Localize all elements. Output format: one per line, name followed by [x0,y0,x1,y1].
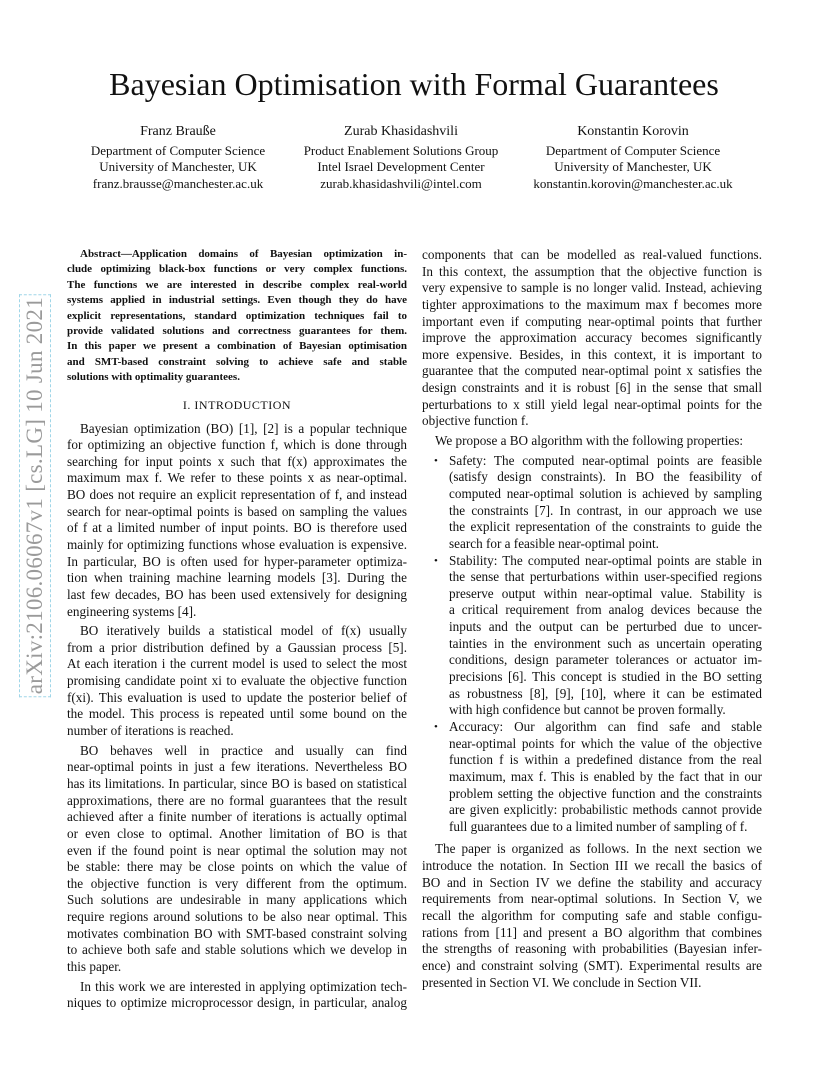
list-item [422,553,762,719]
text-line: require regions around solutions to be also near optimal. This [67,909,407,925]
list-item [422,453,762,553]
author-affiliation: Department of Computer Science [90,142,266,158]
text-line: approximations, there are no formal guarantees that the result [67,792,407,808]
text-line: more expensive. Besides, in this context, it is important to [422,346,762,362]
text-line: important even if computing near-optimal points that further [422,313,762,329]
abstract-line: clude optimizing black-box functions or very complex functions. [67,263,407,276]
text-line: tighter approximations to the maximum max f becomes more [422,296,762,312]
text-line: guarantee that the computed near-optimal point x satisfies the [422,363,762,379]
text-line: search for near-optimal points is based on sampling the values [67,503,407,519]
text-line: number of iterations is reached. [67,723,234,739]
text-line: In this work we are interested in applying optimization tech- [80,978,407,994]
text-line: the model. This process is repeated until some bound on the [67,706,407,722]
text-line: Accuracy: Our algorithm can find safe and stable [449,718,762,734]
text-line: tion when training machine learning models [3]. During the [67,570,407,586]
paragraph [67,743,407,976]
abstract-line: Abstract—Application domains of Bayesian optimization in- [80,248,407,260]
arxiv-identifier[interactable]: arXiv:2106.06067v1 [cs.LG] 10 Jun 2021 [22,297,47,695]
text-line: function f is within a predefined distance from the real [449,752,762,768]
text-line: near-optimal points for which the value of the objective [449,735,762,751]
text-line: ence) and constraint solving (SMT). Experimental results are [422,957,762,973]
text-line: this paper. [67,959,122,975]
bullet-icon: • [434,554,438,567]
section-heading: I. INTRODUCTION [182,397,292,412]
abstract-line: solutions with optimality guarantees. [67,371,240,384]
paragraph [422,247,762,430]
text-line: f(xi). This evaluation is used to update the posterior belief of [67,689,407,705]
text-line: even if the found point is near optimal the solution may not [67,842,407,858]
text-line: rations from [11] and present a BO algorithm that combines [422,924,762,940]
paragraph [67,979,407,1012]
text-line: inputs and the output can be perturbed due to uncer- [449,619,762,635]
text-line: motivates combination BO with SMT-based constraint solving [67,925,407,941]
text-line: promising candidate point xi to evaluate the objective function [67,673,407,689]
text-line: The paper is organized as follows. In the next section we [435,841,762,857]
text-line: for optimizing an objective function f, which is done through [67,437,407,453]
text-line: requirements from near-optimal solutions. In Section V, we [422,891,762,907]
text-line: BO iteratively builds a statistical model of f(x) usually [80,623,407,639]
text-line: with high confidence but cannot be proven formally. [449,702,726,718]
abstract-line: provide validated solutions and correctness guarantees for them. [67,324,407,337]
text-line: to achieve both safe and stable solutions which we develop in [67,942,407,958]
text-line: or even close to optimal. Another limitation of BO is that [67,825,407,841]
text-line: search for a feasible near-optimal point. [449,535,659,551]
text-line: searching for input points x such that f(x) approximates the [67,453,407,469]
text-line: near-optimal points in just a few iterations. Nevertheless BO [67,759,407,775]
text-line: the constraints [7]. In contrast, in our approach we use [449,502,762,518]
abstract [67,247,407,386]
text-line: as robustness [8], [9], [10], where it can be estimated [449,685,762,701]
text-line: We propose a BO algorithm with the following properties: [435,433,744,449]
text-line: engineering systems [4]. [67,603,197,619]
bullet-icon: • [434,454,438,467]
text-line: preserve output within near-optimal value. Stability is [449,585,762,601]
text-line: components that can be modelled as real-valued functions. [422,247,762,262]
author-name: Franz Brauße [140,124,216,139]
text-line: Safety: The computed near-optimal points are feasible [449,452,762,468]
author-email[interactable]: zurab.khasidashvili@intel.com [320,175,482,191]
text-line: be stable: there may be close points on which the value of [67,859,407,875]
text-line: (satisfy design constraints). In BO the feasibility of [449,469,762,485]
text-line: the strengths of reasoning with probabilities (Bayesian infer- [422,941,762,957]
text-line: objective function f. [422,413,529,429]
abstract-line: systems applied in industrial settings. Even though they do have [67,294,407,307]
text-line: In particular, BO is often used for hyper-parameter optimiza- [67,553,407,569]
text-line: Such solutions are undesirable in many applications which [67,892,407,908]
text-line: problem setting the objective function and the constraints [449,785,762,801]
text-line: computed near-optimal solution is achieved by sampling [449,485,762,501]
arxiv-stamp [20,262,50,730]
text-line: last few decades, BO has been used extensively for designing [67,586,407,602]
right-column [422,247,762,991]
text-line: introduce the notation. In Section III we recall the basics of [422,858,762,874]
abstract-line: The functions we are interested in describe complex real-world [67,278,407,291]
text-line: BO and in Section IV we define the stability and accuracy [422,874,762,890]
text-line: the explicit representation of the constraints to guide the [449,519,762,535]
left-column [67,247,407,1012]
abstract-line: In this paper we present a combination of Bayesian optimisation [67,340,407,353]
text-line: At each iteration i the current model is used to select the most [67,656,407,672]
text-line: mainly for optimizing functions whose evaluation is expensive. [67,537,407,552]
text-line: has its limitations. In particular, since BO is based on statistical [67,775,407,791]
text-line: are given explicitly: probabilistic methods cannot provide [449,802,762,818]
author-institution: University of Manchester, UK [99,159,257,174]
author-institution: University of Manchester, UK [554,159,712,174]
author-email[interactable]: franz.brausse@manchester.ac.uk [92,175,264,191]
text-line: from a prior distribution defined by a Gaussian process [5]. [67,639,407,655]
paragraph [67,623,407,739]
text-line: presented in Section VI. We conclude in Section VII. [422,974,702,990]
text-line: a critical requirement from analog devices because the [449,602,762,618]
text-line: design constraints and it is robust [6] in the sense that small [422,380,762,396]
text-line: the objective function is very different from the optimum. [67,875,407,891]
abstract-line: and SMT-based constraint solving to achieve safe and stable [67,355,407,368]
text-line: niques to optimize microprocessor design, in particular, analog [67,995,407,1011]
text-line: Bayesian optimization (BO) [1], [2] is a popular technique [80,420,407,436]
author-affiliation: Department of Computer Science [545,142,721,158]
list-item [422,719,762,835]
text-line: Stability: The computed near-optimal points are stable in [449,552,762,568]
text-line: BO behaves well in practice and usually can find [80,742,407,758]
text-line: conditions, design parameter tolerances or actuator im- [449,652,762,668]
text-line: of f at a limited number of input points. BO is therefore used [67,520,407,536]
paragraph [67,421,407,621]
abstract-line: explicit representations, standard optimization techniques fail to [67,309,407,322]
text-line: In this context, the assumption that the objective function is [422,263,762,279]
text-line: BO does not require an explicit representation of f, and instead [67,487,407,503]
author-institution: Intel Israel Development Center [317,159,485,174]
text-line: very expensive to sample is no longer valid. Instead, achieving [422,280,762,296]
author-name: Konstantin Korovin [577,124,689,139]
text-line: tainties in the environment such as uncertain operating [449,635,762,651]
author-affiliation: Product Enablement Solutions Group [303,142,499,158]
text-line: maximum, max f. This is enabled by the fact that in our [449,768,762,784]
bullet-icon: • [434,720,438,733]
text-line: improve the approximation accuracy becomes significantly [422,330,762,346]
paper-title: Bayesian Optimisation with Formal Guarantees [109,66,719,102]
text-line: full guarantees due to a limited number of sampling of f. [449,818,748,834]
author-email[interactable]: konstantin.korovin@manchester.ac.uk [533,175,733,191]
author-2 [266,124,536,192]
text-line: perturbations to x still yield legal near-optimal points for the [422,396,762,412]
text-line: recall the algorithm for computing safe and stable configu- [422,907,762,923]
text-line: precisions [6]. This concept is studied in the BO setting [449,669,762,685]
text-line: the sense that perturbations within user-specified regions [449,569,762,585]
text-line: maximum max f. We refer to these points x as near-optimal. [67,470,407,486]
author-name: Zurab Khasidashvili [344,124,458,139]
author-3 [498,124,768,192]
paragraph [422,841,762,991]
text-line: achieved after a finite number of iterations is actually optimal [67,809,407,825]
